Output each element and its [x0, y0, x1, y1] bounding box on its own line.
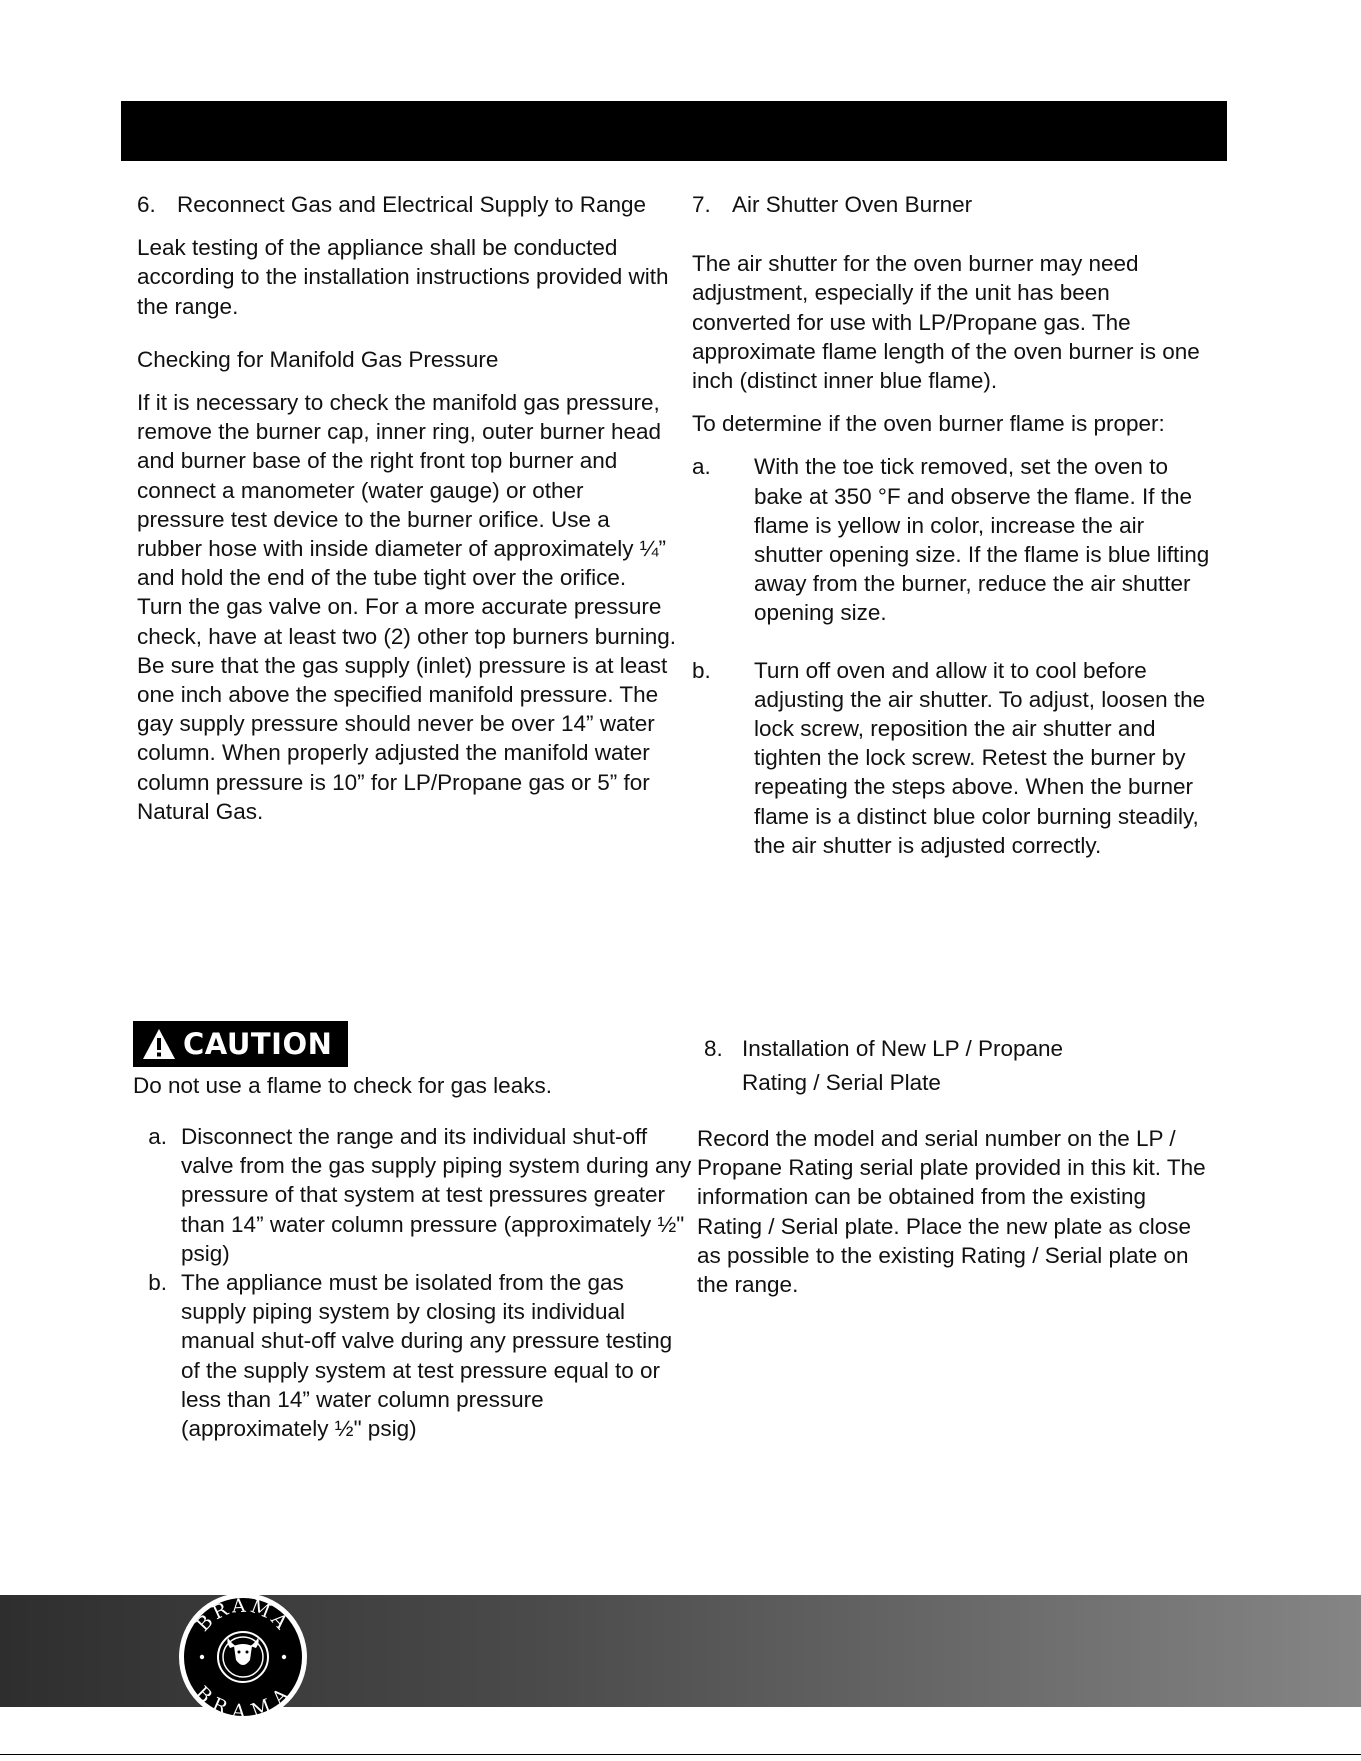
caution-badge: [133, 1021, 348, 1067]
section-8-number: 8.: [704, 1036, 723, 1061]
manifold-heading: Checking for Manifold Gas Pressure: [137, 346, 499, 372]
section-7-number: 7.: [692, 192, 711, 217]
caution-list: [133, 1122, 693, 1443]
warning-triangle-icon: [141, 1027, 177, 1061]
logo-top-text: BRAMA: [192, 1594, 294, 1636]
section-8-heading: [704, 1032, 1214, 1100]
brama-logo: [176, 1590, 310, 1724]
leak-testing-paragraph: Leak testing of the appliance shall be conducted according to the installation instructions provided with the range.: [137, 235, 669, 319]
step-b-text: Turn off oven and allow it to cool before adjusting the air shutter. To adjust, loosen the lock screw, reposition the air shutter and tighten the lock screw. Retest the burner by repeating the steps above. When the burner flame is a distinct blue color burning steadily, the air shutter is adjusted correctly.: [754, 657, 1206, 858]
right-column: [692, 190, 1212, 1298]
record-paragraph: Record the model and serial number on the LP / Propane Rating serial plate provided in this kit. The information can be obtained from the existing Rating / Serial plate. Place the new plate as close as possible to the existing Rating / Serial plate on the range.: [697, 1126, 1206, 1298]
section-8-title-line1: Installation of New LP / Propane: [742, 1036, 1064, 1061]
section-8-title-line2: Rating / Serial Plate: [742, 1070, 941, 1095]
caution-label: CAUTION: [183, 1027, 333, 1061]
list-item: [133, 1122, 693, 1268]
manifold-paragraph: If it is necessary to check the manifold gas pressure, remove the burner cap, inner ring, outer burner head and burner base of the right front top burner and connect a manometer (water gauge) or other pressure test device to the burner orifice. Use a rubber hose with inside diameter of approximately ¼” and hold the end of the tube tight over the orifice. Turn the gas valve on. For a more accurate pressure check, have at least two (2) other top burners burning. Be sure that the gas supply (inlet) pressure is at least one inch above the specified manifold pressure. The gay supply pressure should never be over 14” water column. When properly adjusted the manifold water column pressure is 10” for LP/Propane gas or 5” for Natural Gas.: [137, 390, 677, 824]
left-column: [137, 190, 677, 826]
brama-logo-seal: [176, 1590, 310, 1724]
section-7-heading: [692, 190, 1212, 219]
logo-bottom-text: BRAMA: [190, 1681, 296, 1723]
step-a-text: With the toe tick removed, set the oven to bake at 350 °F and observe the flame. If the flame is yellow in color, increase the air shutter opening size. If the flame is blue lifting away from the burner, reduce the air shutter opening size.: [754, 454, 1210, 626]
list-item-text: The appliance must be isolated from the gas supply piping system by closing its individual manual shut-off valve during any pressure testing of the supply system at test pressure equal to or less than 14” water column pressure (approximately ½" psig): [181, 1270, 673, 1442]
bottom-rule: [0, 1754, 1361, 1755]
section-6-heading: [137, 190, 677, 219]
air-shutter-paragraph: The air shutter for the oven burner may need adjustment, especially if the unit has been converted for use with LP/Propane gas. The approximate flame length of the oven burner is one inch (distinct inner blue flame).: [692, 251, 1200, 394]
header-bar: [121, 101, 1227, 161]
caution-block: [133, 1021, 693, 1443]
step-a-letter: a.: [692, 454, 711, 480]
list-item-text: Disconnect the range and its individual shut-off valve from the gas supply piping system during any pressure of that system at test pressures greater than 14” water column pressure (approximately ½" psig): [181, 1124, 692, 1266]
step-b: [692, 656, 1212, 860]
section-7-title: Air Shutter Oven Burner: [732, 192, 973, 217]
caution-text: Do not use a flame to check for gas leaks.: [133, 1073, 552, 1098]
step-b-letter: b.: [692, 657, 711, 683]
list-item: [133, 1268, 693, 1443]
section-6-number: 6.: [137, 192, 156, 217]
list-item-letter: a.: [148, 1124, 167, 1149]
section-6-title: Reconnect Gas and Electrical Supply to Range: [177, 192, 647, 217]
determine-paragraph: To determine if the oven burner flame is proper:: [692, 411, 1165, 437]
list-item-letter: b.: [148, 1270, 167, 1296]
step-a: [692, 452, 1212, 627]
